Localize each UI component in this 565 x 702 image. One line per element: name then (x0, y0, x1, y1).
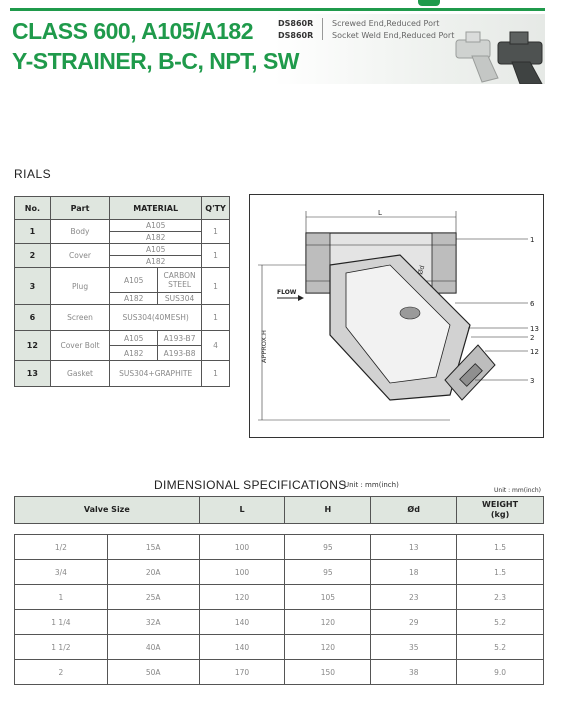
model-codes (278, 18, 313, 42)
table-row (15, 535, 544, 560)
part-no: 12 (15, 331, 51, 361)
drawing-canvas (250, 195, 543, 437)
model-code: DS860R (278, 19, 314, 28)
table-cell: 18 (371, 560, 457, 585)
page-title-line2: Y-STRAINER, B-C, NPT, SW (12, 48, 300, 74)
material-cell: A105 (110, 244, 202, 256)
material-cell: SUS304+GRAPHITE (110, 361, 202, 387)
qty-cell: 1 (202, 220, 230, 244)
callout-1: 1 (530, 236, 535, 244)
qty-cell: 1 (202, 305, 230, 331)
material-cell: A105 (110, 220, 202, 232)
table-cell: 5.2 (457, 610, 544, 635)
model-description: Socket Weld End,Reduced Port (332, 31, 455, 40)
part-no: 13 (15, 361, 51, 387)
product-photo (454, 26, 545, 84)
material-cell: A193-B7 (158, 331, 202, 346)
table-cell: 95 (285, 560, 371, 585)
material-cell: A193-B8 (158, 346, 202, 361)
table-row (15, 585, 544, 610)
col-header-part: Part (50, 197, 110, 220)
table-cell: 100 (199, 535, 285, 560)
col-header-weight: WEIGHT (kg) (457, 497, 544, 524)
label-L: L (378, 209, 382, 217)
material-cell: A105 (110, 331, 158, 346)
brand-mark-icon (418, 0, 440, 6)
material-cell: A105 (110, 268, 158, 293)
label-d: Ød (416, 264, 427, 276)
model-code: DS860R (278, 31, 314, 40)
screen-mesh-icon (400, 307, 420, 319)
table-cell: 15A (107, 535, 199, 560)
table-cell: 95 (285, 535, 371, 560)
callout-13: 13 (530, 325, 539, 333)
table-cell: 105 (285, 585, 371, 610)
table-cell: 1/2 (15, 535, 108, 560)
table-cell: 120 (285, 610, 371, 635)
table-cell: 120 (285, 635, 371, 660)
table-cell: 50A (107, 660, 199, 685)
table-cell: 38 (371, 660, 457, 685)
table-row (15, 660, 544, 685)
part-no: 1 (15, 220, 51, 244)
callout-12: 12 (530, 348, 539, 356)
part-name: Body (50, 220, 110, 244)
strainer-silver-icon (456, 32, 498, 82)
header-divider (322, 18, 323, 40)
table-cell: 13 (371, 535, 457, 560)
qty-cell: 1 (202, 361, 230, 387)
page-title-line1: CLASS 600, A105/A182 (12, 18, 254, 44)
col-header-d: Ød (371, 497, 457, 524)
table-cell: 29 (371, 610, 457, 635)
label-H: APPROX.H (260, 330, 268, 363)
table-cell: 150 (285, 660, 371, 685)
table-cell: 25A (107, 585, 199, 610)
table-cell: 5.2 (457, 635, 544, 660)
unit-note-right: Unit : mm(inch) (494, 487, 541, 494)
table-row (15, 635, 544, 660)
table-cell: 140 (199, 610, 285, 635)
table-cell: 2 (15, 660, 108, 685)
dimensions-title: DIMENSIONAL SPECIFICATIONS (154, 478, 347, 492)
dimensions-table (14, 534, 544, 685)
part-no: 3 (15, 268, 51, 305)
model-descriptions (332, 18, 454, 42)
qty-cell: 4 (202, 331, 230, 361)
table-cell: 1.5 (457, 560, 544, 585)
col-header-qty: Q'TY (202, 197, 230, 220)
table-cell: 32A (107, 610, 199, 635)
col-header-L: L (199, 497, 285, 524)
top-accent-line (10, 8, 545, 11)
material-cell: A182 (110, 256, 202, 268)
callout-2: 2 (530, 334, 535, 342)
part-name: Gasket (50, 361, 110, 387)
table-cell: 170 (199, 660, 285, 685)
table-cell: 1 1/2 (15, 635, 108, 660)
col-header-material: MATERIAL (110, 197, 202, 220)
part-no: 2 (15, 244, 51, 268)
model-description: Screwed End,Reduced Port (332, 19, 440, 28)
unit-note: Unit : mm(inch) (344, 481, 399, 489)
part-name: Cover (50, 244, 110, 268)
material-cell: CARBON STEEL (158, 268, 202, 293)
table-cell: 9.0 (457, 660, 544, 685)
qty-cell: 1 (202, 268, 230, 305)
table-row (15, 560, 544, 585)
col-header-no: No. (15, 197, 51, 220)
table-cell: 23 (371, 585, 457, 610)
material-cell: A182 (110, 293, 158, 305)
table-cell: 40A (107, 635, 199, 660)
callout-6: 6 (530, 300, 535, 308)
table-row (15, 610, 544, 635)
table-cell: 1 (15, 585, 108, 610)
table-cell: 140 (199, 635, 285, 660)
table-cell: 120 (199, 585, 285, 610)
materials-table (14, 196, 230, 387)
label-flow: FLOW (277, 289, 297, 296)
materials-title: RIALS (14, 167, 52, 181)
strainer-section-drawing (249, 194, 544, 438)
table-cell: 100 (199, 560, 285, 585)
material-cell: A182 (110, 346, 158, 361)
dimensions-header (14, 496, 544, 524)
qty-cell: 1 (202, 244, 230, 268)
col-header-valve-size: Valve Size (15, 497, 200, 524)
material-cell: SUS304(40MESH) (110, 305, 202, 331)
material-cell: A182 (110, 232, 202, 244)
table-cell: 1 1/4 (15, 610, 108, 635)
part-name: Cover Bolt (50, 331, 110, 361)
table-cell: 20A (107, 560, 199, 585)
table-cell: 2.3 (457, 585, 544, 610)
part-name: Screen (50, 305, 110, 331)
table-cell: 1.5 (457, 535, 544, 560)
part-name: Plug (50, 268, 110, 305)
callout-3: 3 (530, 377, 535, 385)
material-cell: SUS304 (158, 293, 202, 305)
part-no: 6 (15, 305, 51, 331)
table-cell: 35 (371, 635, 457, 660)
col-header-H: H (285, 497, 371, 524)
table-cell: 3/4 (15, 560, 108, 585)
strainer-dark-icon (498, 32, 542, 84)
